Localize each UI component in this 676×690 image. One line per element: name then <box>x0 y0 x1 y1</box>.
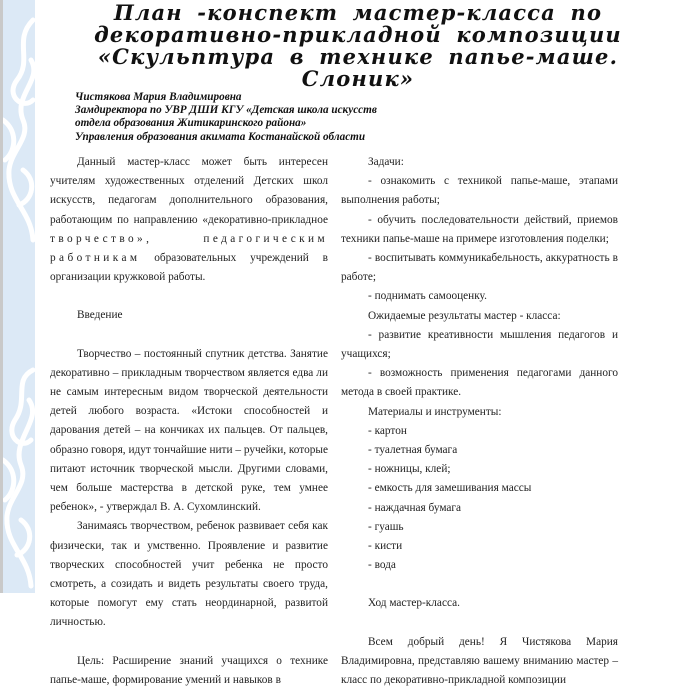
author-position: Замдиректора по УВР ДШИ КГУ «Детская школа искусств <box>75 104 377 117</box>
right-column <box>341 153 618 690</box>
tasks-heading: Задачи: <box>368 156 404 168</box>
author-block <box>75 91 377 144</box>
document-title: План -конспект мастер-класса по декоративно-прикладной композиции «Скульптура в технике папье-маше. Слоник» <box>94 0 622 91</box>
task-item: - воспитывать коммуникабельность, аккуратность в работе; <box>341 252 618 284</box>
material-item: - емкость для замешивания массы <box>368 482 532 495</box>
author-department: отдела образования Житикаринского района» <box>75 117 307 130</box>
intro-text-a: Данный мастер-класс может быть интересен учителям художественных отделений Детских школ искусств, педагогам дополнительного образования, работающим по направлению «декоративно-прикладное <box>50 156 328 226</box>
results-heading: Ожидаемые результаты мастер - класса: <box>368 309 561 322</box>
result-item: - возможность применения педагогами данного метода в своей практике. <box>341 367 618 399</box>
materials-heading: Материалы и инструменты: <box>368 405 502 418</box>
task-item: - ознакомить с техникой папье-маше, этапами выполнения работы; <box>341 175 618 207</box>
development-paragraph: Занимаясь творчеством, ребенок развивает себя как физически, так и умственно. Проявление и развитие творческих способностей учит ребенка не просто смотреть, а созидать и видеть результаты своего труда, которые помогут ему стать неординарной, развитой личностью. <box>50 520 328 629</box>
decorative-ornament-border <box>3 0 35 593</box>
result-item: - развитие креативности мышления педагогов и учащихся; <box>341 328 618 361</box>
material-item: - кисти <box>368 540 403 553</box>
material-item: - ножницы, клей; <box>368 463 451 476</box>
task-item: - обучить последовательности действий, приемов техники папье-маше на примере изготовления поделки; <box>341 213 618 245</box>
material-item: - картон <box>368 424 407 437</box>
progress-heading: Ход мастер-класса. <box>368 597 460 610</box>
creativity-paragraph: Творчество – постоянный спутник детства. Занятие декоративно – прикладным творчеством является едва ли не самым интересным видом творческой деятельности детей любого возраста. «Истоки способностей и дарования детей – на кончиках их пальцев. От пальцев, образно говоря, идут тончайшие нити – ручейки, которые питают источник творческой мысли. Другими словами, чем больше мастерства в детской руке, тем умнее ребенок», - утверждал В. А. Сухомлинский. <box>50 347 328 514</box>
greeting-paragraph: Всем добрый день! Я Чистякова Мария Владимировна, представляю вашему вниманию мастер – класс по декоративно-прикладной композиции <box>341 635 618 687</box>
material-item: - наждачная бумага <box>368 501 462 514</box>
ornament-swirl-icon <box>3 0 35 593</box>
intro-text-c: образовательных учреждений в организации кружковой работы. <box>50 252 328 284</box>
goal-paragraph: Цель: Расширение знаний учащихся о технике папье-маше, формирование умений и навыков в <box>50 654 328 686</box>
intro-text-b: творчество», педагогическим работникам <box>50 232 328 265</box>
left-column <box>50 153 328 690</box>
author-administration: Управления образования акимата Костанайской области <box>75 130 366 143</box>
task-item: - поднимать самооценку. <box>368 290 487 303</box>
material-item: - гуашь <box>368 520 404 533</box>
author-name: Чистякова Мария Владимировна <box>75 91 242 103</box>
material-item: - вода <box>368 559 396 572</box>
intro-paragraph <box>50 153 328 287</box>
material-item: - туалетная бумага <box>368 444 458 457</box>
introduction-heading: Введение <box>77 309 123 322</box>
